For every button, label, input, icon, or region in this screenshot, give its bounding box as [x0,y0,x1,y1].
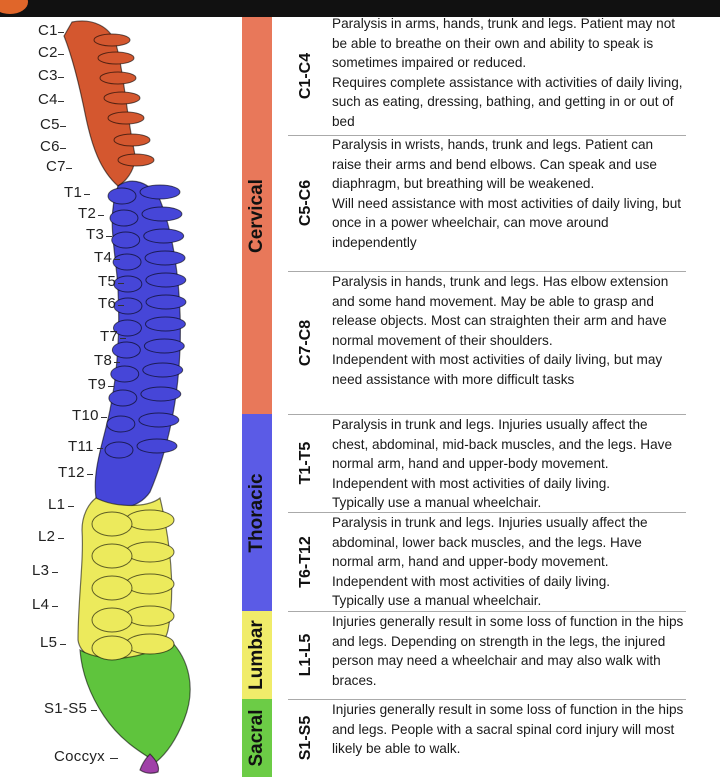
vertebra-label: T7 [100,328,119,345]
lumbar-body [92,512,132,536]
vertebra-tick [108,386,114,387]
vertebra-tick [101,417,107,418]
vertebra-label: T3 [86,226,105,243]
vertebra-tick [110,758,118,759]
level-code-c1-c4: C1-C4 [297,52,314,100]
vertebra-tick [58,538,64,539]
level-description-c1-c4: Paralysis in arms, hands, trunk and legs. Patient may not be able to breathe on their own and ability to speak is sometimes impaired or reduced. Requires complete assistance with activities of daily living, such as eating, dressing, bathing, and getting in or out of bed [332,16,683,129]
thoracic-body [108,188,136,204]
vertebra-label: L2 [38,528,56,545]
thoracic-process [145,317,185,331]
level-code-l1-l5: L1-L5 [297,633,314,677]
vertebra-tick [52,606,58,607]
lumbar-process [126,542,174,562]
cervical-process [98,52,134,64]
vertebra-tick [91,710,97,711]
vertebra-tick [52,572,58,573]
cervical-process [114,134,150,146]
vertebra-label: L5 [40,634,58,651]
cervical-process [104,92,140,104]
vertebra-label: S1-S5 [44,700,88,717]
vertebra-tick [114,259,120,260]
lumbar-body [92,544,132,568]
vertebra-tick [114,362,120,363]
cervical-process [100,72,136,84]
vertebra-tick [120,338,126,339]
lumbar-process [126,606,174,626]
vertebra-label: C7 [46,158,66,175]
region-label-lumbar: Lumbar [246,620,267,690]
cervical-process [108,112,144,124]
vertebra-label: T9 [88,376,107,393]
thoracic-body [113,254,141,270]
vertebra-tick [66,168,72,169]
level-description-t6-t12: Paralysis in trunk and legs. Injuries usually affect the abdominal, lower back muscles, and the legs. Have normal arm, hand and upper-body movement. Independent with most activities of daily living. Typically use a manual wheelchair. [332,515,648,609]
thoracic-body [109,390,137,406]
vertebra-tick [87,474,93,475]
level-code-t6-t12: T6-T12 [297,535,314,588]
vertebra-label: C5 [40,116,60,133]
level-description-c5-c6: Paralysis in wrists, hands, trunk and legs. Patient can raise their arms and bend elbows. Can speak and use diaphragm, but breathing will be weakened. Will need assistance with most activities of daily living, but once in a power wheelchair, can move around independently [332,137,682,250]
vertebra-label: Coccyx [54,748,105,765]
vertebra-tick [97,448,103,449]
level-code-c5-c6: C5-C6 [297,179,314,227]
vertebra-label: T5 [98,273,117,290]
thoracic-body [105,442,133,458]
thoracic-body [110,210,138,226]
vertebra-label: L1 [48,496,66,513]
vertebra-tick [118,283,124,284]
vertebra-label: C1 [38,22,58,39]
level-description-s1-s5: Injuries generally result in some loss of function in the hips and legs. People with a sacral spinal cord injury will most likely be able to walk. [332,702,684,757]
vertebra-tick [118,305,124,306]
lumbar-process [126,574,174,594]
vertebra-label: T12 [58,464,85,481]
level-code-t1-t5: T1-T5 [297,441,314,485]
sacrum [80,640,190,762]
vertebra-label: L3 [32,562,50,579]
region-bar-sacral [242,699,272,777]
thoracic-process [139,413,179,427]
region-label-thoracic: Thoracic [246,472,267,553]
vertebra-tick [84,194,90,195]
cervical-process [94,34,130,46]
vertebra-label: C4 [38,91,58,108]
vertebra-label: T10 [72,407,99,424]
vertebra-tick [68,506,74,507]
cervical-process [118,154,154,166]
region-bar-cervical [242,17,272,414]
thoracic-process [144,339,184,353]
thoracic-process [141,387,181,401]
vertebra-tick [60,644,66,645]
vertebra-label: C2 [38,44,58,61]
thoracic-process [145,251,185,265]
vertebra-tick [58,54,64,55]
vertebra-tick [106,236,112,237]
level-code-c7-c8: C7-C8 [297,319,314,366]
vertebra-label: T8 [94,352,113,369]
thoracic-body [112,232,140,248]
thoracic-process [146,273,186,287]
region-bar-thoracic [242,414,272,611]
thoracic-process [144,229,184,243]
thoracic-process [140,185,180,199]
vertebra-tick [98,215,104,216]
thoracic-process [137,439,177,453]
vertebra-label: T4 [94,249,113,266]
vertebra-label: L4 [32,596,50,613]
vertebra-label: C3 [38,67,58,84]
region-bar-lumbar [242,611,272,699]
spine-illustration [0,0,240,783]
thoracic-body [111,366,139,382]
thoracic-process [143,363,183,377]
vertebra-label: T11 [68,438,94,455]
level-description-t1-t5: Paralysis in trunk and legs. Injuries usually affect the chest, abdominal, mid-back muscles, and the legs. Have normal arm, hand and upper-body movement. Independent with most activities of daily living. Typically use a manual wheelchair. [332,417,673,511]
vertebra-tick [58,32,64,33]
thoracic-body [107,416,135,432]
lumbar-body [92,576,132,600]
lumbar-body [92,636,132,660]
vertebra-tick [60,148,66,149]
region-label-sacral: Sacral [246,709,267,767]
vertebra-tick [58,77,64,78]
level-description-c7-c8: Paralysis in hands, trunk and legs. Has elbow extension and some hand movement. May be able to grasp and release objects. Most can straighten their arm and have normal movement of their shoulders. Independent with most activities of daily living, but may need assistance with more difficult tasks [332,274,669,387]
thoracic-process [146,295,186,309]
region-label-cervical: Cervical [246,178,267,253]
vertebra-tick [60,126,66,127]
vertebra-tick [58,101,64,102]
vertebra-label: T6 [98,295,117,312]
vertebra-label: T1 [64,184,83,201]
vertebra-label: T2 [78,205,97,222]
lumbar-process [126,634,174,654]
lumbar-process [126,510,174,530]
lumbar-body [92,608,132,632]
level-description-l1-l5: Injuries generally result in some loss of function in the hips and legs. Depending on strength in the legs, the injured person may need a wheelchair and may also walk with braces. [332,614,684,688]
thoracic-process [142,207,182,221]
level-code-s1-s5: S1-S5 [297,715,314,761]
vertebra-label: C6 [40,138,60,155]
